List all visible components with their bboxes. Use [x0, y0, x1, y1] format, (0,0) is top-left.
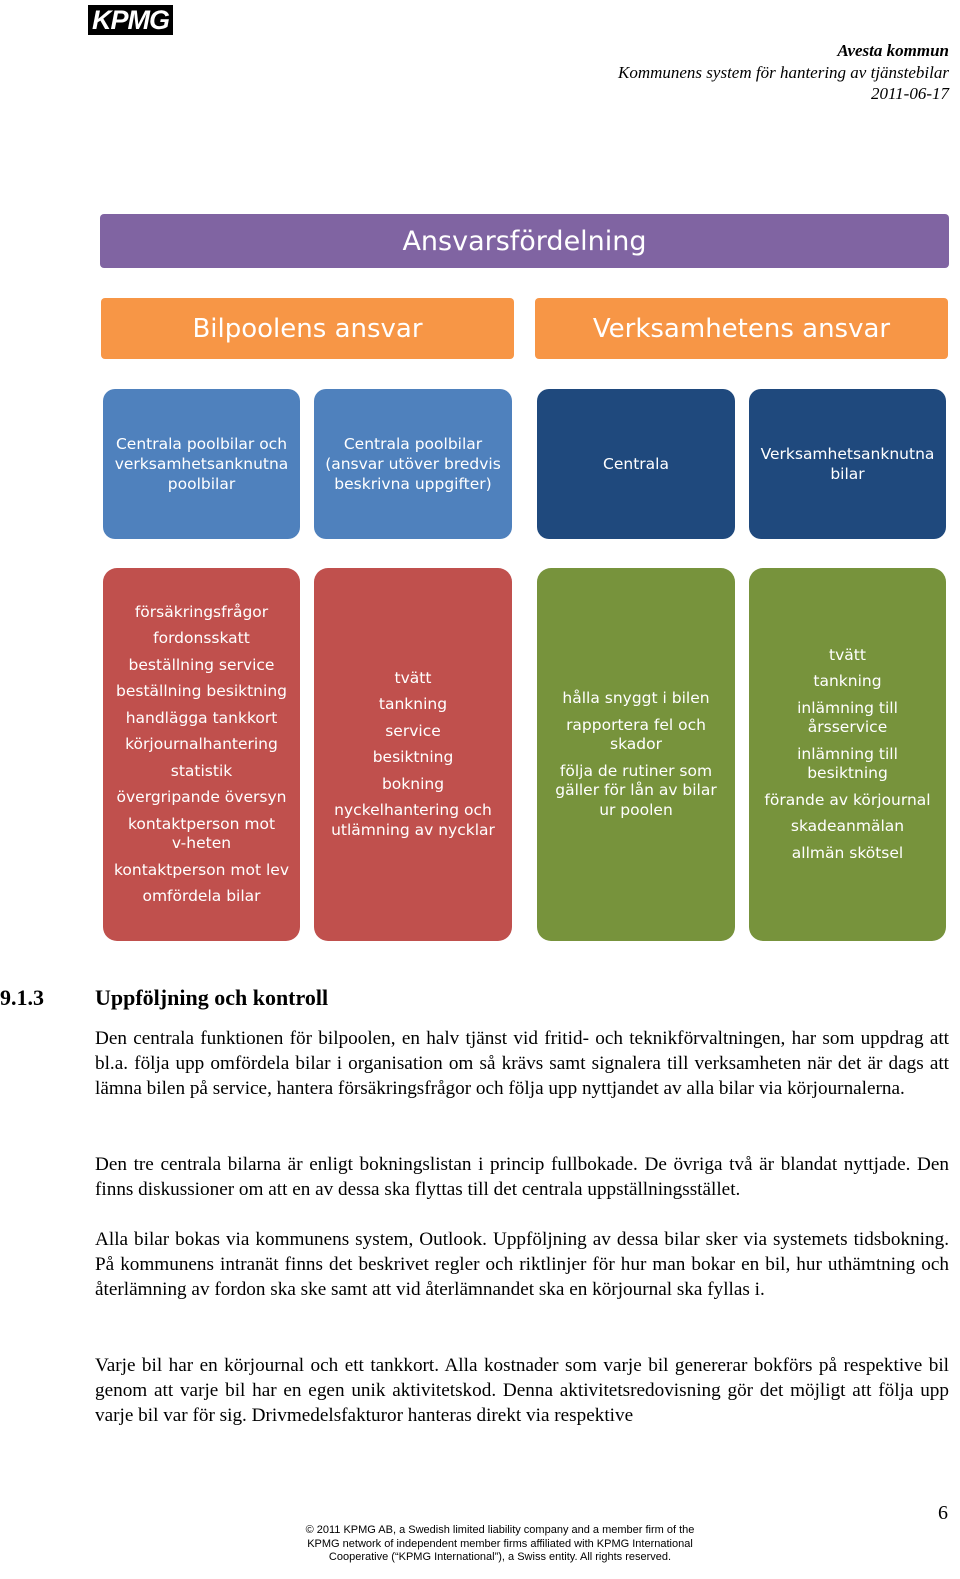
list-item: tankning: [813, 672, 882, 691]
list-item: allmän skötsel: [791, 843, 904, 862]
list-item: beställning service: [128, 655, 275, 674]
paragraph-1: Den centrala funktionen för bilpoolen, en halv tjänst vid fritid- och teknikförvaltningen, har som uppdrag att bl.a. följa upp omfördela bilar i organisation om så krävs samt signalera till verksamheten när det är dags att lämna bilen på service, hantera försäkringsfrågor och följa upp nyttjandet av alla bilar via körjournalerna.: [95, 1028, 949, 1100]
diagram-title: Ansvarsfördelning: [100, 214, 949, 268]
list-item: förande av körjournal: [764, 790, 931, 809]
list-item: hålla snyggt i bilen: [562, 689, 710, 707]
paragraph-2: Den tre centrala bilarna är enligt bokningslistan i princip fullbokade. De övriga två är blandat nyttjade. Den finns diskussioner om att en av dessa ska flyttas till det centrala uppställningsstället.: [95, 1154, 949, 1201]
column-items-1: [103, 568, 300, 941]
footer-line: KPMG network of independent member firms affiliated with KPMG International: [307, 1537, 693, 1550]
list-item: försäkringsfrågor: [134, 602, 269, 621]
section-title: Uppföljning och kontroll: [95, 985, 329, 1010]
page-header: [618, 40, 949, 105]
paragraph-4: Varje bil har en körjournal och ett tankkort. Alla kostnader som varje bil genererar bokförs på respektive bil genom att varje bil har en egen unik aktivitetskod. Denna aktivitetsredovisning gör det möjligt att följa upp varje bil var för sig. Drivmedelsfakturor hanteras direkt via respektive: [95, 1355, 949, 1427]
column-label-3: Centrala: [537, 389, 735, 539]
column-label-1: Centrala poolbilar och verksamhetsanknutna poolbilar: [103, 389, 300, 539]
list-item: rapportera fel och skador: [566, 715, 706, 753]
list-item: inlämning till årsservice: [797, 698, 898, 737]
page-number: 6: [938, 1502, 948, 1524]
right-heading: Verksamhetens ansvar: [535, 298, 948, 359]
list-item: kontaktperson mot v-heten: [127, 814, 276, 852]
list-item: fordonsskatt: [153, 629, 250, 647]
header-date: 2011-06-17: [870, 84, 949, 103]
left-heading: Bilpoolens ansvar: [101, 298, 514, 359]
list-item: tvätt: [394, 668, 432, 687]
list-item: tvätt: [829, 645, 866, 664]
column-items-3: [537, 568, 735, 941]
column-items-4: [749, 568, 946, 941]
list-item: inlämning till besiktning: [797, 744, 898, 783]
column-label-4: Verksamhetsanknutna bilar: [749, 389, 946, 539]
column-label-2: Centrala poolbilar (ansvar utöver bredvis beskrivna uppgifter): [314, 389, 512, 539]
list-item: tankning: [378, 695, 448, 714]
list-item: följa de rutiner som gäller för lån av bilar ur poolen: [555, 761, 717, 819]
list-item: kontaktperson mot lev: [113, 860, 290, 879]
list-item: nyckelhantering och utlämning av nycklar: [331, 801, 495, 839]
footer-line: © 2011 KPMG AB, a Swedish limited liability company and a member firm of the: [305, 1524, 695, 1536]
header-report-title: Kommunens system för hantering av tjänstebilar: [617, 62, 949, 82]
list-item: övergripande översyn: [116, 788, 287, 806]
logo-text: KPMG: [88, 5, 173, 35]
list-item: omfördela bilar: [142, 887, 261, 905]
footer-line: Cooperative (“KPMG International”), a Swiss entity. All rights reserved.: [328, 1551, 672, 1563]
section-number: 9.1.3: [0, 985, 44, 1010]
list-item: service: [385, 721, 441, 740]
header-org: Avesta kommun: [837, 41, 949, 60]
list-item: statistik: [170, 761, 233, 780]
list-item: skadeanmälan: [790, 817, 905, 836]
kpmg-logo: [88, 2, 178, 36]
list-item: handlägga tankkort: [125, 708, 278, 727]
column-items-2: [314, 568, 512, 941]
page-footer: [250, 1524, 750, 1565]
list-item: besiktning: [372, 748, 454, 767]
list-item: bokning: [381, 774, 445, 793]
list-item: beställning besiktning: [116, 682, 287, 700]
list-item: körjournalhantering: [125, 735, 278, 753]
paragraph-3: Alla bilar bokas via kommunens system, Outlook. Uppföljning av dessa bilar sker via systemets tidsbokning. På kommunens intranät finns det beskrivet regler och riktlinjer för hur man bokar en bil, hur uthämtning och återlämning av fordon ska ske samt att vid återlämnandet ska en körjournal ska fyllas i.: [95, 1229, 949, 1301]
